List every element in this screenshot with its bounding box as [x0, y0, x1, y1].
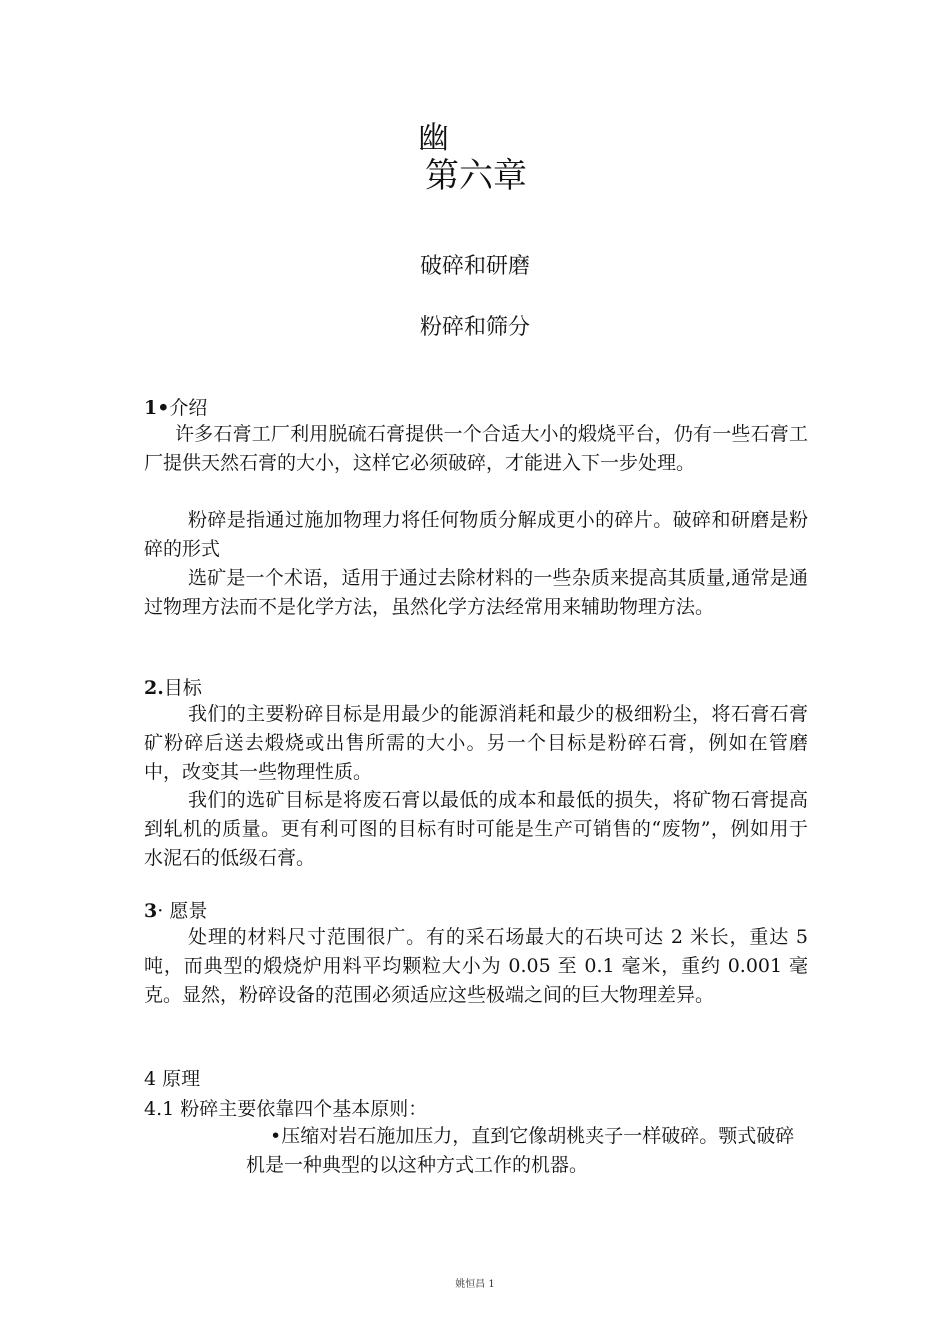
subtitle-crushing-grinding: 破碎和研磨 [419, 254, 530, 279]
bullet-compression: •压缩对岩石施加压力，直到它像胡桃夹子一样破碎。颚式破碎机是一种典型的以这种方式工作的机器。 [246, 1125, 795, 1176]
section-heading-vision [144, 896, 207, 923]
section-number: 3 [144, 900, 158, 922]
section-heading-principle: 4 原理 [144, 1068, 201, 1090]
section-heading-goals [144, 673, 202, 700]
subtitle-comminution-screening: 粉碎和筛分 [419, 315, 530, 340]
paragraph-goals-1: 我们的主要粉碎目标是用最少的能源消耗和最少的极细粉尘，将石膏石膏矿粉碎后送去煅烧或出售所需的大小。另一个目标是粉碎石膏，例如在管磨中，改变其一些物理性质。 [144, 703, 808, 783]
page-footer: 姚恒昌 1 [455, 1279, 495, 1290]
section-number: 1• [144, 397, 170, 419]
chapter-title: 第六章 [425, 156, 527, 196]
paragraph-vision-1: 处理的材料尺寸范围很广。有的采石场最大的石块可达 2 米长，重达 5 吨，而典型的煅烧炉用料平均颗粒大小为 0.05 至 0.1 毫米，重约 0.001 毫克。显然，粉碎设备的范围必须适应这些极端之间的巨大物理差异。 [144, 926, 808, 1006]
section-title: · 愿景 [157, 900, 208, 922]
section-title: 目标 [163, 677, 202, 699]
paragraph-intro-2: 粉碎是指通过施加物理力将任何物质分解成更小的碎片。破碎和研磨是粉碎的形式 [144, 509, 808, 560]
section-number: 2. [144, 677, 164, 699]
subsection-heading-4-1: 4.1 粉碎主要依靠四个基本原则： [144, 1098, 428, 1120]
paragraph-intro-1: 许多石膏工厂利用脱硫石膏提供一个合适大小的煅烧平台，仍有一些石膏工厂提供天然石膏的大小，这样它必须破碎，才能进入下一步处理。 [144, 423, 808, 474]
paragraph-intro-3: 选矿是一个术语，适用于通过去除材料的一些杂质来提高其质量,通常是通过物理方法而不是化学方法，虽然化学方法经常用来辅助物理方法。 [144, 567, 808, 618]
section-title: 介绍 [169, 397, 208, 419]
header-glyph: 幽 [418, 120, 449, 156]
paragraph-goals-2: 我们的选矿目标是将废石膏以最低的成本和最低的损失，将矿物石膏提高到轧机的质量。更有利可图的目标有时可能是生产可销售的“废物”，例如用于水泥石的低级石膏。 [144, 789, 808, 869]
section-heading-intro [144, 393, 207, 420]
